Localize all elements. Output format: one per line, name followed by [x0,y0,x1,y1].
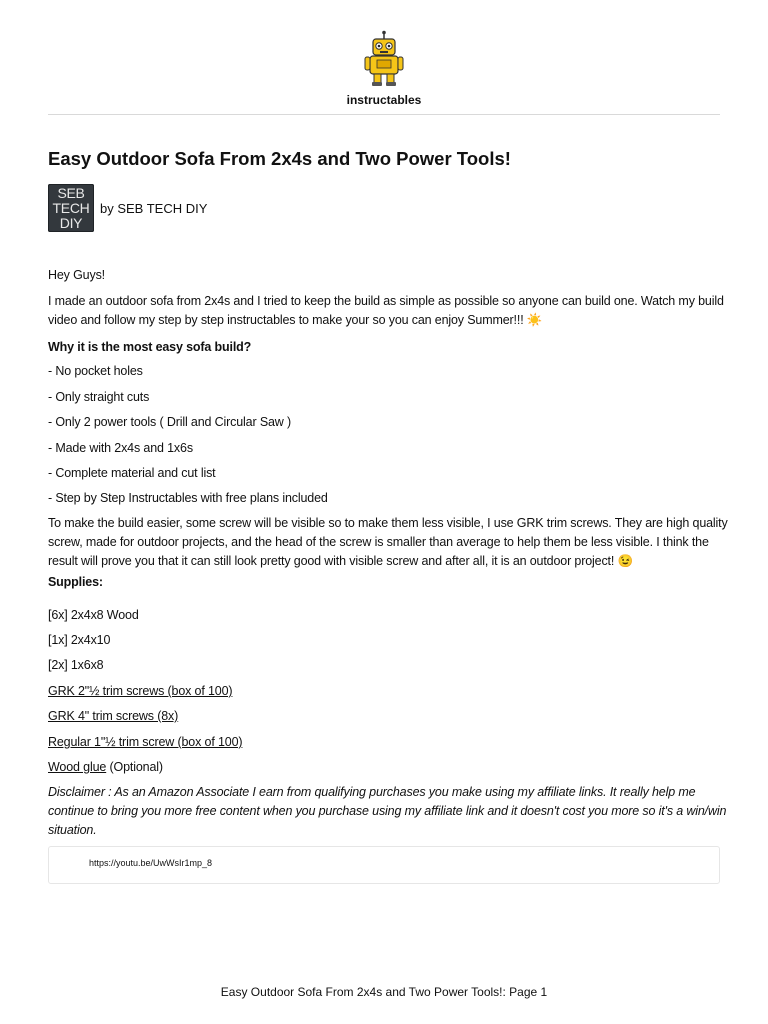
list-item: - Step by Step Instructables with free plans included [48,491,328,505]
supply-link-row [48,758,732,777]
wood-glue-link[interactable]: Wood glue [48,760,107,774]
page-title: Easy Outdoor Sofa From 2x4s and Two Power Tools! [48,148,511,169]
supply-link-row [48,707,732,726]
grk-2-5-trim-screws-link[interactable]: GRK 2"½ trim screws (box of 100) [48,684,233,698]
supply-item: [6x] 2x4x8 Wood [48,608,139,622]
grk-4-trim-screws-link[interactable]: GRK 4" trim screws (8x) [48,709,179,723]
list-item: - No pocket holes [48,364,143,378]
intro-paragraph: I made an outdoor sofa from 2x4s and I tried to keep the build as simple as possible so anyone can build one. Watch my build video and follow my step by step instructables to make your so you can enjoy Summer!!! ☀️ [48,294,724,327]
supply-item: [2x] 1x6x8 [48,658,104,672]
list-item: - Made with 2x4s and 1x6s [48,441,193,455]
instructables-robot-logo[interactable] [362,30,406,88]
avatar-text-line: TECH [52,200,90,216]
video-embed[interactable] [48,846,720,884]
regular-trim-screw-link[interactable]: Regular 1"½ trim screw (box of 100) [48,735,243,749]
page-footer: Easy Outdoor Sofa From 2x4s and Two Power Tools!: Page 1 [220,985,548,999]
list-item: - Only 2 power tools ( Drill and Circular Saw ) [48,415,292,429]
site-name[interactable]: instructables [346,93,422,107]
avatar-text-line: SEB [57,185,85,201]
author-avatar[interactable] [48,184,94,232]
why-heading: Why it is the most easy sofa build? [48,340,252,354]
affiliate-disclaimer: Disclaimer : As an Amazon Associate I earn from qualifying purchases you make using my affiliate links. It really help me continue to bring you more free content when you purchase using my affiliate link and it doesn't cost you more so it's a win/win situation. [48,785,727,837]
site-header [0,30,768,107]
intro-greeting: Hey Guys! [48,268,105,282]
header-divider [48,114,720,115]
avatar-text-line: DIY [59,215,83,231]
supply-link-row [48,682,732,701]
supply-link-row [48,733,732,752]
list-item: - Only straight cuts [48,390,150,404]
list-item: - Complete material and cut list [48,466,216,480]
author-byline[interactable]: by SEB TECH DIY [100,201,208,216]
supply-item: [1x] 2x4x10 [48,633,111,647]
screws-paragraph: To make the build easier, some screw will be visible so to make them less visible, I use GRK trim screws. They are high quality screw, made for outdoor projects, and the head of the screw is smaller than average to help them be less visible. I think the result will prove you that it can still look pretty good with visible screw and after all, it is an outdoor project! 😉 [48,516,728,568]
supplies-heading: Supplies: [48,575,103,589]
video-url[interactable]: https://youtu.be/UwWsIr1mp_8 [89,858,213,868]
wood-glue-note: (Optional) [106,760,163,774]
